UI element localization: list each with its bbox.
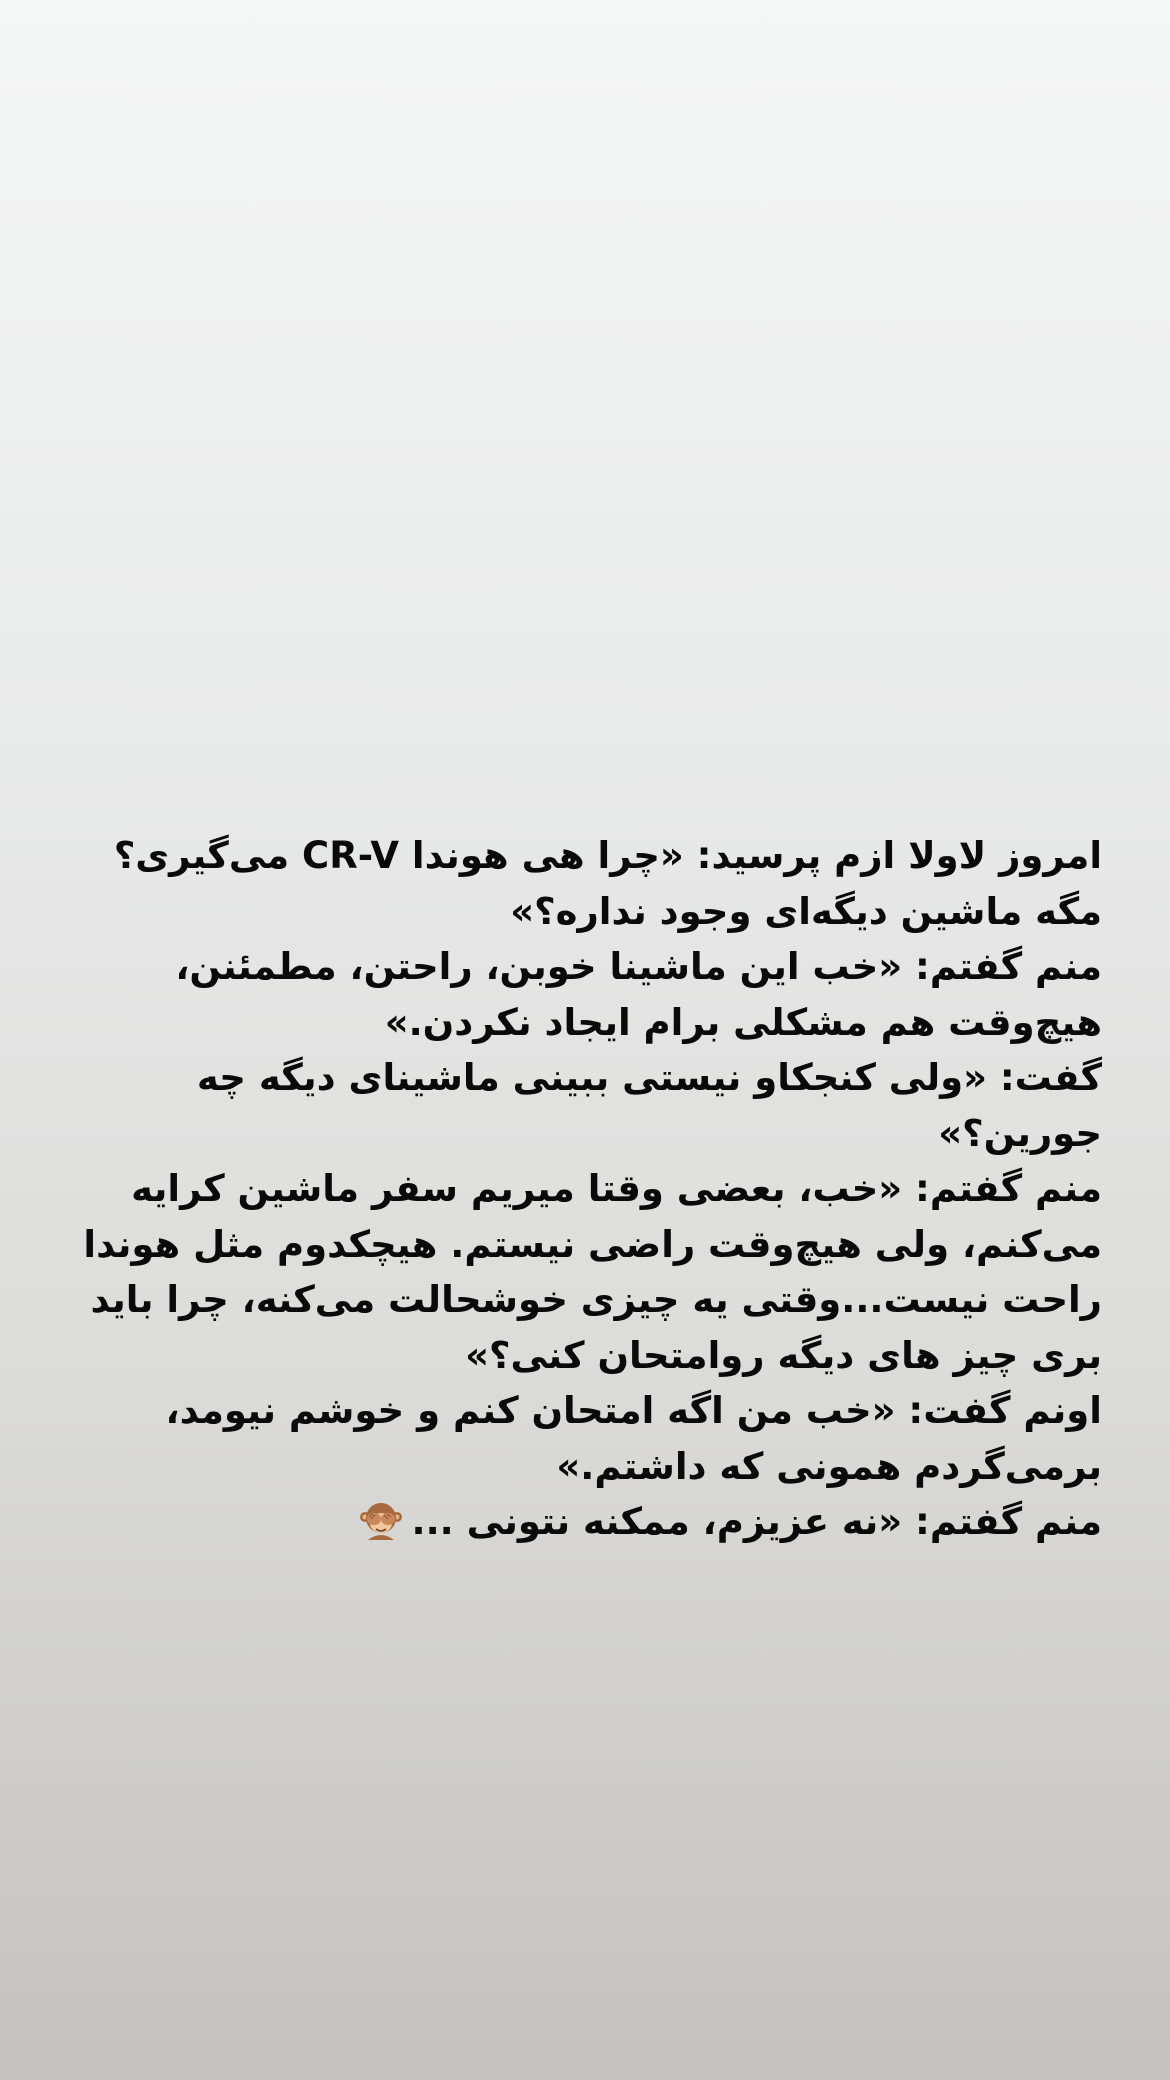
story-line-final bbox=[62, 1494, 1102, 1550]
story-line-question-2: گفت: «ولی کنجکاو نیستی ببینی ماشینای دیگه چه جورین؟» bbox=[196, 1056, 1102, 1155]
story-line-final-text: منم گفتم: «نه عزیزم، ممکنه نتونی ... bbox=[411, 1500, 1102, 1543]
see-no-evil-monkey-icon bbox=[360, 1500, 402, 1540]
story-text-block bbox=[62, 828, 1102, 1550]
story-line-answer-1: منم گفتم: «خب این ماشینا خوبن، راحتن، مطمئنن، هیچ‌وقت هم مشکلی برام ایجاد نکردن.» bbox=[175, 945, 1102, 1044]
story-line-reply: اونم گفت: «خب من اگه امتحان کنم و خوشم نیومد، برمی‌گردم همونی که داشتم.» bbox=[165, 1389, 1102, 1488]
story-line-answer-2: منم گفتم: «خب، بعضی وقتا میریم سفر ماشین کرایه می‌کنم، ولی هیچ‌وقت راضی نیستم. هیچکدوم مثل هوندا راحت نیست...وقتی یه چیزی خوشحالت می‌کنه، چرا باید بری چیز های دیگه روامتحان کنی؟» bbox=[83, 1167, 1102, 1377]
story-line-question: امروز لاولا ازم پرسید: «چرا هی هوندا CR-V می‌گیری؟ مگه ماشین دیگه‌ای وجود نداره؟» bbox=[113, 834, 1102, 933]
